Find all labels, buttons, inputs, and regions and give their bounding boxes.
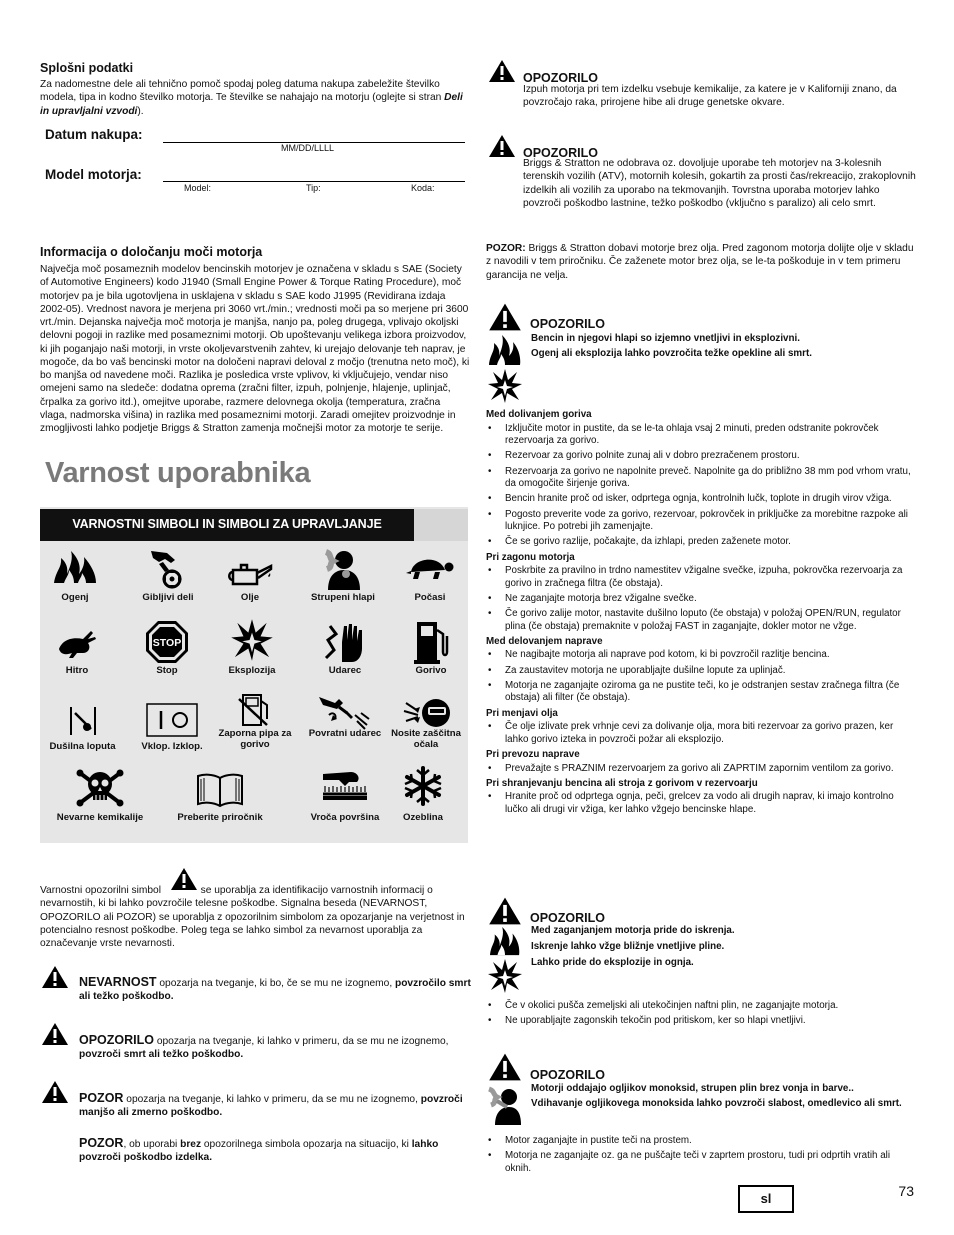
warning3-line1: Bencin in njegovi hlapi so izjemno vnetljivi in eksplozivni. bbox=[531, 333, 800, 344]
symbol-label: Gibljivi deli bbox=[142, 592, 194, 603]
on-off-icon bbox=[146, 703, 198, 741]
warning5-triangle-icon bbox=[488, 1052, 522, 1082]
symbol-label: Udarec bbox=[328, 665, 362, 676]
warning3-line2: Ogenj ali eksplozija lahko povzročita težke opekline ali smrt. bbox=[531, 348, 812, 359]
engine-model-field[interactable] bbox=[163, 181, 465, 182]
fuel-item: • Če se gorivo razlije, počakajte, da izhlapi, preden zaženete motor. bbox=[486, 536, 918, 548]
signal-danger: NEVARNOST opozarja na tveganje, ki bo, če se mu ne izognemo, povzročilo smrt ali težko poškodbo. bbox=[79, 975, 471, 1003]
symbol-label: Vroča površina bbox=[310, 812, 380, 823]
type-hint: Tip: bbox=[306, 183, 321, 193]
warning1-title: OPOZORILO bbox=[523, 71, 598, 85]
symbol-label: Vklop. Izklop. bbox=[141, 741, 203, 752]
oil-can-icon bbox=[227, 556, 273, 594]
warning4-line2: Iskrenje lahko vžge bližnje vnetljive pline. bbox=[531, 941, 725, 952]
snowflake-icon bbox=[403, 766, 443, 810]
symbol-label: Strupeni hlapi bbox=[311, 592, 375, 603]
start-item: • Ne zaganjajte motorja brez vžigalne svečke. bbox=[486, 593, 918, 605]
rabbit-icon bbox=[55, 625, 99, 663]
operation-item: • Ne nagibajte motorja ali naprave pod kotom, ki bi povzročil razlitje bencina. bbox=[486, 649, 918, 661]
warning3-triangle-icon bbox=[488, 302, 522, 332]
caution-triangle-icon bbox=[41, 1080, 69, 1104]
oil-change-section-heading: Pri menjavi olja bbox=[486, 707, 558, 719]
warning4-item: • Ne uporabljajte zagonskih tekočin pod pritiskom, ker so hlapi vnetljivi. bbox=[486, 1015, 918, 1027]
symbol-label: Hitro bbox=[65, 665, 89, 676]
symbol-label: Zaporna pipa za gorivo bbox=[218, 728, 292, 751]
symbol-label: Stop bbox=[156, 665, 178, 676]
transport-section bbox=[486, 749, 918, 775]
general-info-text: Za nadomestne dele ali tehnično pomoč spodaj poleg datuma nakupa zabeležite številko modela, tipa in kodno številko motorja. Te številke se nahajajo na motorju (oglejte si stran Deli in upravljalni vzvodi). bbox=[40, 79, 463, 117]
warning5-line2: Vdihavanje ogljikovega monoksida lahko povzroči slabost, omedlevico ali smrt. bbox=[531, 1098, 902, 1109]
warning-triangle-icon bbox=[170, 867, 198, 891]
transport-item: • Prevažajte s PRAZNIM rezervoarjem za gorivo ali ZAPRTIM zapornim ventilom za gorivo. bbox=[486, 763, 918, 775]
warning2-text: Briggs & Stratton ne odobrava oz. dovoljuje uporabe teh motorjev na 3-kolesnih terenskih vozilih (ATV), motornih kolesih, gokartih za prosti čas/rekreacijo, zrakoplovnih izdelkih ali vozilih za uporabo na tekmovanjih. Tovrstna uporaba motorjev lahko povzroči poškodbo lastnine, težko poškodbo (vključno s paralizo) ali celo smrt. bbox=[523, 158, 916, 209]
symbol-label: Eksplozija bbox=[228, 665, 276, 676]
code-hint: Koda: bbox=[411, 183, 435, 193]
fuel-item: • Pogosto preverite vode za gorivo, rezervoar, pokrovček in priključke za morebitne razpoke ali luknjice. Po potrebi jih zamenjajte. bbox=[486, 509, 918, 534]
storage-section-heading: Pri shranjevanju bencina ali stroja z gorivom v rezervoarju bbox=[486, 777, 758, 789]
symbol-label: Preberite priročnik bbox=[177, 812, 263, 823]
warning2-triangle-icon bbox=[488, 134, 516, 158]
symbol-label: Ozeblina bbox=[403, 812, 443, 823]
oil-change-section bbox=[486, 708, 918, 746]
date-format-hint: MM/DD/LLLL bbox=[281, 143, 335, 153]
operation-section-heading: Med delovanjem naprave bbox=[486, 635, 603, 647]
signal-caution-no-symbol: POZOR, ob uporabi brez opozorilnega simbola opozarja na situacijo, ki lahko povzroči poškodbo izdelka. bbox=[79, 1136, 439, 1164]
oil-change-item: • Če olje izlivate prek vrhnje cevi za dolivanje olja, mora biti rezervoar za gorivo prazen, ker lahko gorivo izteka in povzroči požar ali eksplozijo. bbox=[486, 721, 918, 746]
symbol-label: Ogenj bbox=[61, 592, 89, 603]
manual-book-icon bbox=[195, 772, 245, 812]
skull-crossbones-icon bbox=[76, 767, 124, 813]
general-info-title: Splošni podatki bbox=[40, 61, 134, 75]
start-item: • Poskrbite za pravilno in trdno namestitev vžigalne svečke, izpuha, pokrovčka rezervoarja za gorivo in zračnega filtra (če obstaja). bbox=[486, 565, 918, 590]
svg-text:STOP: STOP bbox=[152, 637, 182, 649]
start-item: • Če gorivo zalije motor, nastavite dušilno loputo (če obstaja) v položaj OPEN/RUN, regulator plina (če obstaja) premaknite v položaj FAST in zaganjajte, dokler motor ne vžge. bbox=[486, 608, 918, 633]
fuel-safety-sections bbox=[486, 409, 918, 819]
warning4-triangle-icon bbox=[488, 896, 522, 926]
fuel-item: • Rezervoarja za gorivo ne napolnite preveč. Napolnite ga do približno 38 mm pod vrhom vratu, da omogočite širjenje goriva. bbox=[486, 466, 918, 491]
transport-section-heading: Pri prevozu naprave bbox=[486, 749, 580, 760]
toxic-fumes-icon bbox=[320, 548, 366, 594]
page-number: 73 bbox=[898, 1183, 914, 1199]
signal-caution: POZOR opozarja na tveganje, ki lahko v primeru, da se mu ne izognemo, povzroči manjšo ali zmerno poškodbo. bbox=[79, 1091, 463, 1119]
warning4-line1: Med zaganjanjem motorja pride do iskrenja. bbox=[531, 925, 735, 936]
alert-symbol-text: Varnostni opozorilni simbol se uporablja za identifikacijo varnostnih informacij o nevarnostih, ki bi lahko povzročile telesne poškodbe. Signalna beseda (NEVARNOST, OPOZORILO ali POZOR) se uporablja z opozorilnim simbolom za opozarjanje na verjetnost in potencialno resnost poškodbe. Poleg tega se lahko simbol za nevarnost uporablja za označevanje vrste nevarnosti. bbox=[40, 885, 465, 949]
turtle-icon bbox=[405, 552, 455, 586]
power-info-title: Informacija o določanju moči motorja bbox=[40, 245, 263, 259]
start-section bbox=[486, 552, 918, 633]
warning5-item: • Motor zaganjajte in pustite teči na prostem. bbox=[486, 1135, 918, 1147]
stop-sign-icon bbox=[145, 620, 189, 668]
moving-parts-icon bbox=[145, 548, 191, 594]
operation-section bbox=[486, 636, 918, 705]
language-tab: sl bbox=[738, 1185, 794, 1213]
symbol-label: Olje bbox=[240, 592, 260, 603]
explosion-icon bbox=[230, 618, 274, 666]
electric-shock-icon bbox=[322, 620, 368, 668]
warning-signal-triangle-icon bbox=[41, 1022, 69, 1046]
warning3-fire-icon bbox=[487, 334, 523, 366]
model-hint: Model: bbox=[184, 183, 212, 193]
fuel-pump-icon bbox=[411, 620, 451, 668]
fuel-item: • Bencin hranite proč od isker, odprtega ognja, kontrolnih lučk, toplote in drugih virov vžiga. bbox=[486, 493, 918, 505]
warning5-list bbox=[486, 1135, 918, 1178]
warning4-item: • Če v okolici pušča zemeljski ali utekočinjen naftni plin, ne zaganjajte motorja. bbox=[486, 1000, 918, 1012]
fuel-item: • Izključite motor in pustite, da se le-ta ohlaja vsaj 2 minuti, preden odstranite pokrovček rezervoarja za gorivo. bbox=[486, 423, 918, 448]
symbol-label: Gorivo bbox=[415, 665, 447, 676]
warning4-explosion-icon bbox=[487, 958, 523, 994]
warning4-title: OPOZORILO bbox=[530, 911, 605, 925]
storage-section bbox=[486, 778, 918, 816]
symbols-header: VARNOSTNI SIMBOLI IN SIMBOLI ZA UPRAVLJANJE bbox=[40, 509, 468, 541]
warning4-line3: Lahko pride do eksplozije in ognja. bbox=[531, 957, 694, 968]
symbol-label: Počasi bbox=[414, 592, 446, 603]
warning4-list bbox=[486, 1000, 918, 1031]
warning2-title: OPOZORILO bbox=[523, 146, 598, 160]
symbol-label: Dušilna loputa bbox=[49, 741, 116, 752]
warning4-fire-icon bbox=[487, 926, 523, 956]
power-info-text: Največja moč posameznih modelov bencinskih motorjev je označena v skladu s SAE (Society of Automotive Engineers) kodo J1940 (Small Engine Power & Torque Rating Procedure), moč motorjev pa je bila ugotovljena in usklajena v skladu s SAE kodo J1995 (Revidirana izdaja 2002-05). Vrednost navora je merjena pri 3060 vrt./min.; vrednosti moči pa so merjene pri 3600 vrt./min. Dejanska največja moč motorja je manjša, nanjo pa, poleg drugega, vplivajo okoljski delovni pogoji in razlike med posameznimi motorji. Ob upoštevanju velikega izbora proizvodov, ki jih poganjajo naši motorji, in vrste okoljevarstvenih zahtev, ki urejajo delovanje teh naprav, je mogoče, da bo vaš bencinski motor na določeni napravi deloval z močjo (trenutna neto moč), ki bo manjša od navedene moči. Razlika je posledica vrste vplivov, ki vključujejo, vendar niso omejeni samo na sledeče: dodatna oprema (zračni filter, izpuh, polnjenje, hlajenje, uplinjač, črpalka za gorivo itd.), omejitve uporabe, razmere delovnega okolja (temperatura, zračna vlaga, nadmorska višina) in razlika med posameznimi motorji. Zaradi omejitev proizvodnje in zmogljivosti lahko podjetje Briggs & Stratton zamenja močnejši motor za motorje te serije. bbox=[40, 264, 470, 434]
symbol-label: Nosite zaščitna očala bbox=[391, 728, 461, 751]
fuel-section bbox=[486, 409, 918, 549]
fuel-item: • Rezervoar za gorivo polnite zunaj ali v dobro prezračenem prostoru. bbox=[486, 450, 918, 462]
warning5-toxic-fumes-icon bbox=[487, 1085, 523, 1125]
warning5-title: OPOZORILO bbox=[530, 1068, 605, 1082]
fire-icon bbox=[52, 550, 98, 588]
warning5-item: • Motorja ne zaganjajte oz. ga ne puščajte teči v zaprtem prostoru, tudi pri odprtih vratih ali oknih. bbox=[486, 1150, 918, 1175]
operation-item: • Motorja ne zaganjajte oziroma ga ne pustite teči, ko je odstranjen sestav zračnega filtra (če obstaja) ali filter (če obstaja). bbox=[486, 680, 918, 705]
operation-item: • Za zaustavitev motorja ne uporabljajte dušilne lopute za uplinjač. bbox=[486, 665, 918, 677]
warning1-triangle-icon bbox=[488, 59, 516, 83]
storage-item: • Hranite proč od odprtega ognja, peči, grelcev za vodo ali drugih naprav, ki imajo kontrolno lučko ali drugi vir vžiga, ker lahko vžgejo bencinske hlape. bbox=[486, 791, 918, 816]
start-section-heading: Pri zagonu motorja bbox=[486, 551, 575, 563]
purchase-date-label: Datum nakupa: bbox=[45, 127, 143, 142]
warning3-title: OPOZORILO bbox=[530, 317, 605, 331]
symbol-label: Nevarne kemikalije bbox=[56, 812, 144, 823]
warning1-text: Izpuh motorja pri tem izdelku vsebuje kemikalije, za katere je v Kaliforniji znano, da povzročajo raka, prirojene hibe ali druge genetske okvare. bbox=[523, 84, 897, 109]
warning3-explosion-icon bbox=[487, 368, 523, 404]
signal-warning: OPOZORILO opozarja na tveganje, ki lahko v primeru, da se mu ne izognemo, povzroči smrt ali težko poškodbo. bbox=[79, 1033, 449, 1061]
danger-triangle-icon bbox=[41, 965, 69, 989]
choke-icon bbox=[65, 703, 101, 743]
hot-surface-icon bbox=[319, 766, 371, 806]
symbol-label: Povratni udarec bbox=[308, 728, 382, 739]
engine-model-label: Model motorja: bbox=[45, 167, 142, 182]
fuel-section-heading: Med dolivanjem goriva bbox=[486, 409, 592, 420]
warning5-line1: Motorji oddajajo ogljikov monoksid, strupen plin brez vonja in barve.. bbox=[531, 1083, 854, 1094]
safety-title: Varnost uporabnika bbox=[45, 457, 311, 489]
notice-oil-text: POZOR: Briggs & Stratton dobavi motorje brez olja. Pred zagonom motorja dolijte olje v skladu z navodili v tem priročniku. Če zaženete motor brez olja, se le-ta poškoduje in v tem primeru garancija ne velja. bbox=[486, 243, 914, 281]
